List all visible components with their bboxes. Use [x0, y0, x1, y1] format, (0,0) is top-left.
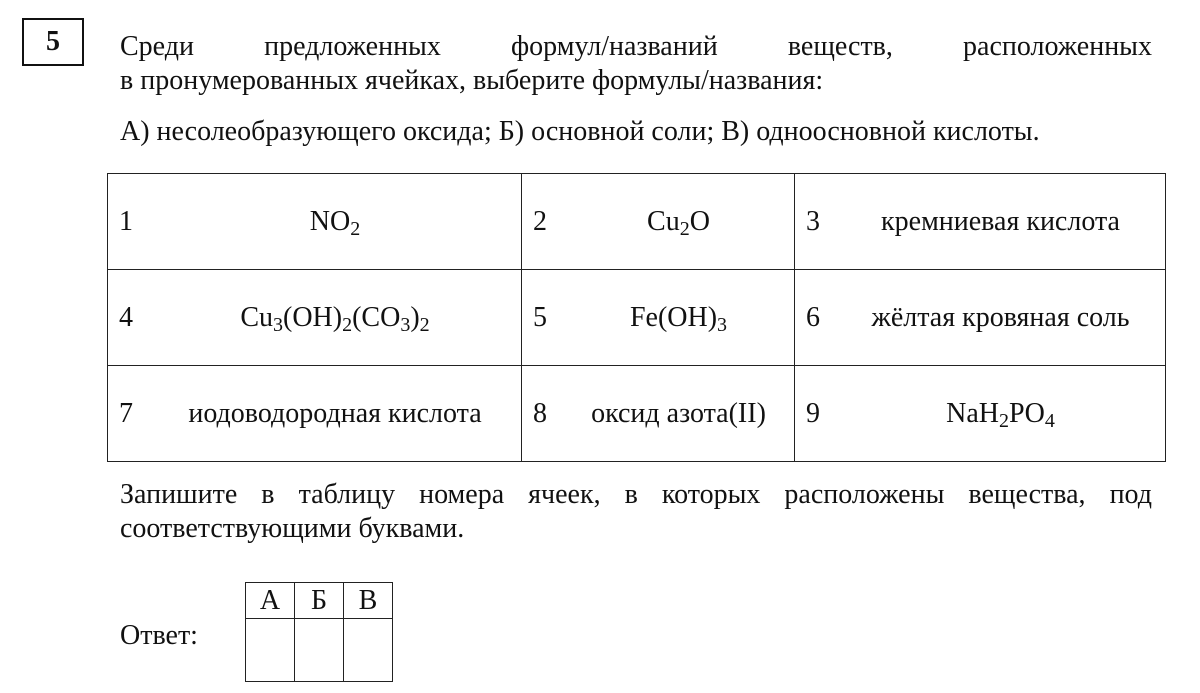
substance-cell-4 [108, 270, 522, 366]
substance-cell-1 [108, 174, 522, 270]
substance-formula: $NO_2$ [309, 205, 361, 240]
substance-cell-7 [108, 366, 522, 462]
answer-cell-v[interactable] [344, 619, 393, 682]
cell-number: 5 [533, 301, 547, 333]
table-row [108, 174, 1166, 270]
answer-input-row [246, 619, 393, 682]
answer-header-b: Б [295, 583, 344, 619]
intro-line-1: Среди предложенных формул/названий веществ, расположенных [120, 31, 1152, 62]
question-number: 5 [22, 18, 84, 66]
table-row [108, 366, 1166, 462]
answer-header-row [246, 583, 393, 619]
intro-line-2: в пронумерованных ячейках, выберите формулы/названия: [120, 65, 824, 96]
cell-number: 1 [119, 205, 133, 237]
answer-cell-a[interactable] [246, 619, 295, 682]
cell-number: 4 [119, 301, 133, 333]
cell-number: 9 [806, 397, 820, 429]
substance-cell-9 [795, 366, 1166, 462]
answer-header-v: В [344, 583, 393, 619]
cell-number: 7 [119, 397, 133, 429]
substance-name: кремниевая кислота [881, 205, 1120, 237]
substance-cell-5 [522, 270, 795, 366]
substance-name: оксид азота(II) [591, 397, 766, 429]
substance-cell-3 [795, 174, 1166, 270]
cell-number: 3 [806, 205, 820, 237]
answer-cell-b[interactable] [295, 619, 344, 682]
substance-name: жёлтая кровяная соль [871, 301, 1130, 333]
substance-formula: $NaH_2PO_4$ [946, 397, 1055, 432]
substance-cell-8 [522, 366, 795, 462]
substance-cell-2 [522, 174, 795, 270]
table-row [108, 270, 1166, 366]
substance-formula: $Fe(OH)_3$ [629, 301, 728, 336]
substance-name: иодоводородная кислота [188, 397, 482, 429]
instruction-line-1: Запишите в таблицу номера ячеек, в которых расположены вещества, под [120, 479, 1152, 510]
cell-number: 8 [533, 397, 547, 429]
answer-header-a: А [246, 583, 295, 619]
answer-label: Ответ: [120, 620, 198, 651]
cell-number: 2 [533, 205, 547, 237]
task-description: А) несолеобразующего оксида; Б) основной соли; В) одноосновной кислоты. [120, 116, 1040, 147]
instruction-line-2: соответствующими буквами. [120, 513, 465, 544]
answer-table [245, 582, 393, 682]
substance-formula: $Cu_3(OH)_2(CO_3)_2$ [240, 301, 430, 336]
substance-formula: $Cu_2O$ [647, 205, 710, 240]
substance-cell-6 [795, 270, 1166, 366]
substances-table [107, 173, 1166, 462]
cell-number: 6 [806, 301, 820, 333]
